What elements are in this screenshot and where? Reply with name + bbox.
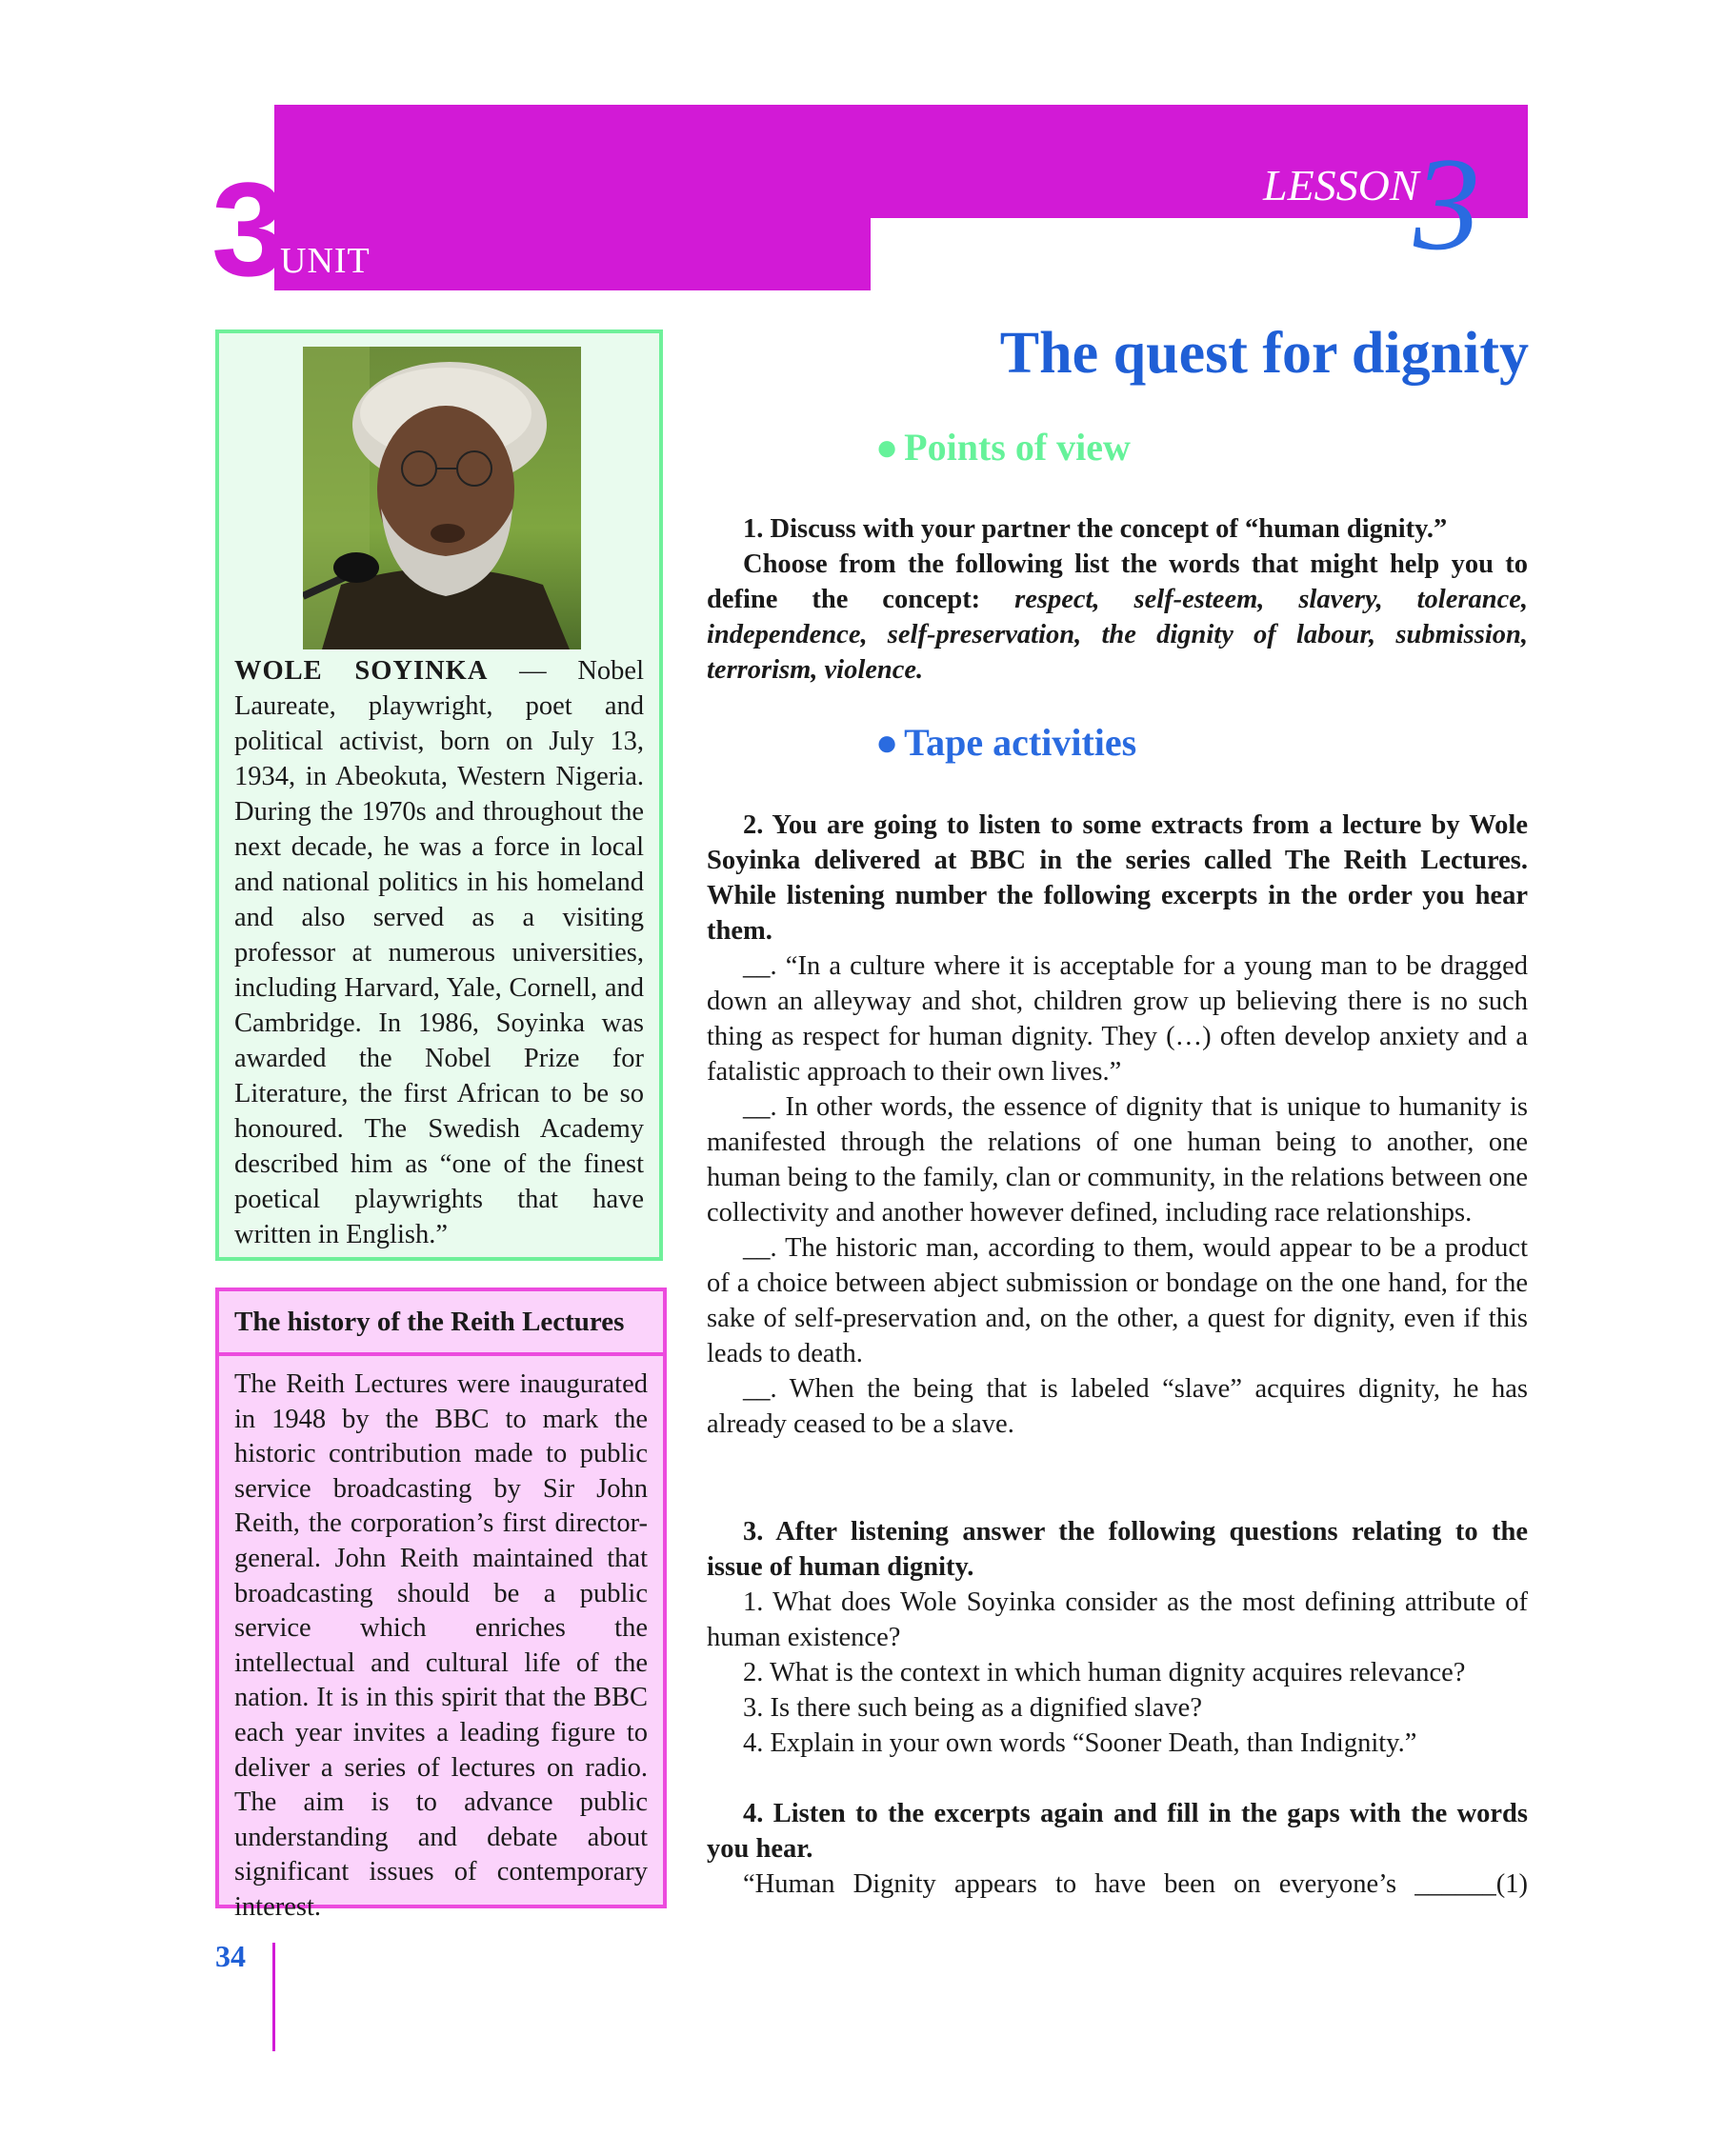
question-item: 3. Is there such being as a dignified slave? — [743, 1693, 1202, 1723]
biography-name: WOLE SOYINKA — [234, 656, 489, 686]
exercise-2-instruction: 2. You are going to listen to some extracts from a lecture by Wole Soyinka delivered at BBC in the series called The Reith Lectures. While listening number the following excerpts in the order you hear them. — [707, 810, 1528, 946]
page-number: 34 — [215, 1939, 246, 1973]
biography-text — [234, 653, 644, 1252]
exercise-1-line-2: Choose from the following list the words that might help you to define the concept: respect, self-esteem, slavery, tolerance, independence, self-preservation, the dignity of labour, submission, terrorism, violence. — [707, 549, 1528, 685]
biography-box — [215, 329, 663, 1261]
excerpt-item: __. In other words, the essence of dignity that is unique to humanity is manifested through the relations of one human being to another, one human being to the family, clan or community, in the relations between one collectivity and another however defined, including race relationships. — [707, 1092, 1528, 1228]
reith-history-box — [215, 1288, 667, 1922]
lesson-label: LESSON — [1263, 161, 1419, 210]
footer-rule — [272, 1943, 275, 2051]
exercise-2 — [707, 808, 1528, 1442]
question-item: 1. What does Wole Soyinka consider as the most defining attribute of human existence? — [707, 1587, 1528, 1652]
unit-number: 3 — [211, 154, 286, 304]
exercise-1-word-list: respect, self-esteem, slavery, tolerance, independence, self-preservation, the dignity of labour, submission, terrorism, violence. — [707, 585, 1528, 685]
lesson-number: 3 — [1414, 130, 1480, 278]
excerpt-item: __. When the being that is labeled “slave” acquires dignity, he has already ceased to be a slave. — [707, 1374, 1528, 1439]
unit-label: UNIT — [280, 241, 371, 281]
page-title: The quest for dignity — [999, 321, 1529, 386]
points-of-view-heading: ● Points of view — [875, 426, 1131, 469]
exercise-3-instruction: 3. After listening answer the following questions relating to the issue of human dignity. — [707, 1517, 1528, 1582]
bullet-icon: ● — [875, 426, 899, 469]
biography-body: — Nobel Laureate, playwright, poet and political activist, born on July 13, 1934, in Abeokuta, Western Nigeria. During the 1970s and throughout the next decade, he was a force in local and national politics in his homeland and also served as a visiting professor at numerous universities, including Harvard, Yale, Cornell, and Cambridge. In 1986, Soyinka was awarded the Nobel Prize for Literature, the first African to be so honoured. The Swedish Academy described him as “one of the finest poetical playwrights that have written in English.” — [234, 656, 644, 1249]
excerpt-item: __. The historic man, according to them, would appear to be a product of a choice between abject submission or bondage on the one hand, for the sake of self-preservation and, on the other, a quest for dignity, even if this leads to death. — [707, 1233, 1528, 1368]
exercise-3 — [707, 1514, 1528, 1761]
reith-history-heading: The history of the Reith Lectures — [219, 1291, 663, 1356]
question-item: 4. Explain in your own words “Sooner Death, than Indignity.” — [743, 1728, 1417, 1758]
exercise-4-gap-text: “Human Dignity appears to have been on everyone’s ______(1) — [743, 1869, 1528, 1899]
exercise-4-instruction: 4. Listen to the excerpts again and fill in the gaps with the words you hear. — [707, 1799, 1528, 1864]
portrait-photo — [303, 347, 581, 649]
reith-history-text: The Reith Lectures were inaugurated in 1948 by the BBC to mark the historic contribution made to public service broadcasting by Sir John Reith, the corporation’s first director-general. John Reith maintained that broadcasting should be a public service which enriches the intellectual and cultural life of the nation. It is in this spirit that the BBC each year invites a leading figure to deliver a series of lectures on radio. The aim is to advance public understanding and debate about significant issues of contemporary interest. — [234, 1369, 648, 1922]
excerpt-item: __. “In a culture where it is acceptable for a young man to be dragged down an alleyway and shot, children grow up believing there is no such thing as respect for human dignity. They (…) often develop anxiety and a fatalistic approach to their own lives.” — [707, 951, 1528, 1087]
bullet-icon: ● — [875, 721, 899, 764]
exercise-1 — [707, 511, 1528, 688]
question-item: 2. What is the context in which human dignity acquires relevance? — [743, 1658, 1466, 1687]
tape-activities-heading: ● Tape activities — [875, 721, 1137, 764]
exercise-1-line-1: 1. Discuss with your partner the concept of “human dignity.” — [743, 514, 1448, 544]
exercise-4 — [707, 1796, 1528, 1902]
